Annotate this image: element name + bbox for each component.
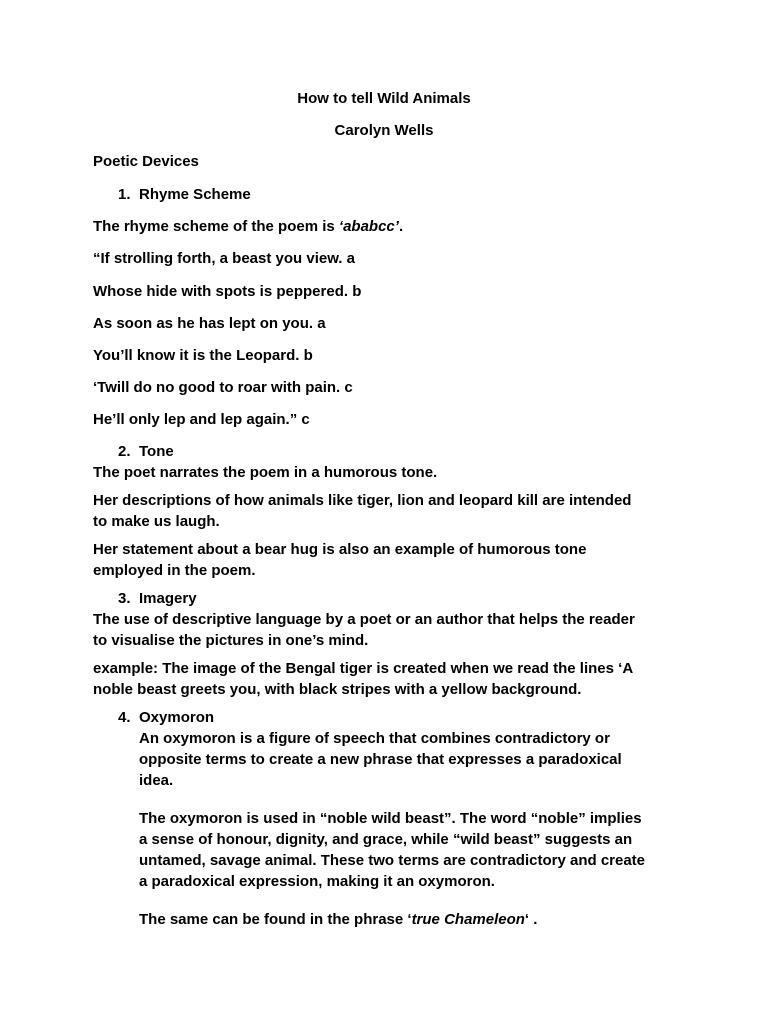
list-number: 3. <box>118 590 131 607</box>
rhyme-scheme-intro: The rhyme scheme of the poem is ‘ababcc’. <box>93 218 404 235</box>
list-heading: Rhyme Scheme <box>139 186 251 203</box>
section-heading: Poetic Devices <box>93 153 199 170</box>
poem-line: He’ll only lep and lep again.” c <box>93 411 310 428</box>
tone-paragraph: to make us laugh. <box>93 513 220 530</box>
tone-paragraph: employed in the poem. <box>93 562 256 579</box>
oxymoron-definition: opposite terms to create a new phrase that expresses a paradoxical <box>139 751 622 768</box>
list-heading: Tone <box>139 443 174 460</box>
tone-paragraph: The poet narrates the poem in a humorous tone. <box>93 464 438 481</box>
list-number: 1. <box>118 186 131 203</box>
imagery-paragraph: The use of descriptive language by a poet or an author that helps the reader <box>93 611 635 628</box>
list-heading: Imagery <box>139 590 197 607</box>
list-number: 2. <box>118 443 131 460</box>
chameleon-phrase: true Chameleon <box>411 911 525 928</box>
list-heading: Oxymoron <box>139 709 215 726</box>
poem-line: ‘Twill do no good to roar with pain. c <box>93 379 353 396</box>
imagery-paragraph: noble beast greets you, with black stripes with a yellow background. <box>93 681 582 698</box>
poem-line: You’ll know it is the Leopard. b <box>93 347 313 364</box>
list-number: 4. <box>118 709 131 726</box>
poem-title: How to tell Wild Animals <box>297 90 471 107</box>
oxymoron-final-note: The same can be found in the phrase ‘true Chameleon‘ . <box>139 911 538 928</box>
imagery-paragraph: to visualise the pictures in one’s mind. <box>93 632 369 649</box>
oxymoron-example: a sense of honour, dignity, and grace, while “wild beast” suggests an <box>139 831 633 848</box>
imagery-paragraph: example: The image of the Bengal tiger is created when we read the lines ‘A <box>93 660 634 677</box>
poem-line: Whose hide with spots is peppered. b <box>93 283 362 300</box>
tone-paragraph: Her statement about a bear hug is also an example of humorous tone <box>93 541 587 558</box>
oxymoron-example: The oxymoron is used in “noble wild beast”. The word “noble” implies <box>139 810 642 827</box>
poem-author: Carolyn Wells <box>334 122 434 139</box>
tone-paragraph: Her descriptions of how animals like tiger, lion and leopard kill are intended <box>93 492 632 509</box>
oxymoron-example: a paradoxical expression, making it an oxymoron. <box>139 873 495 890</box>
poem-line: As soon as he has lept on you. a <box>93 315 326 332</box>
rhyme-scheme-value: ‘ababcc’ <box>338 218 399 235</box>
oxymoron-definition: An oxymoron is a figure of speech that combines contradictory or <box>139 730 610 747</box>
oxymoron-example: untamed, savage animal. These two terms are contradictory and create <box>139 852 646 869</box>
oxymoron-definition: idea. <box>139 772 174 789</box>
poem-line: “If strolling forth, a beast you view. a <box>93 250 355 267</box>
